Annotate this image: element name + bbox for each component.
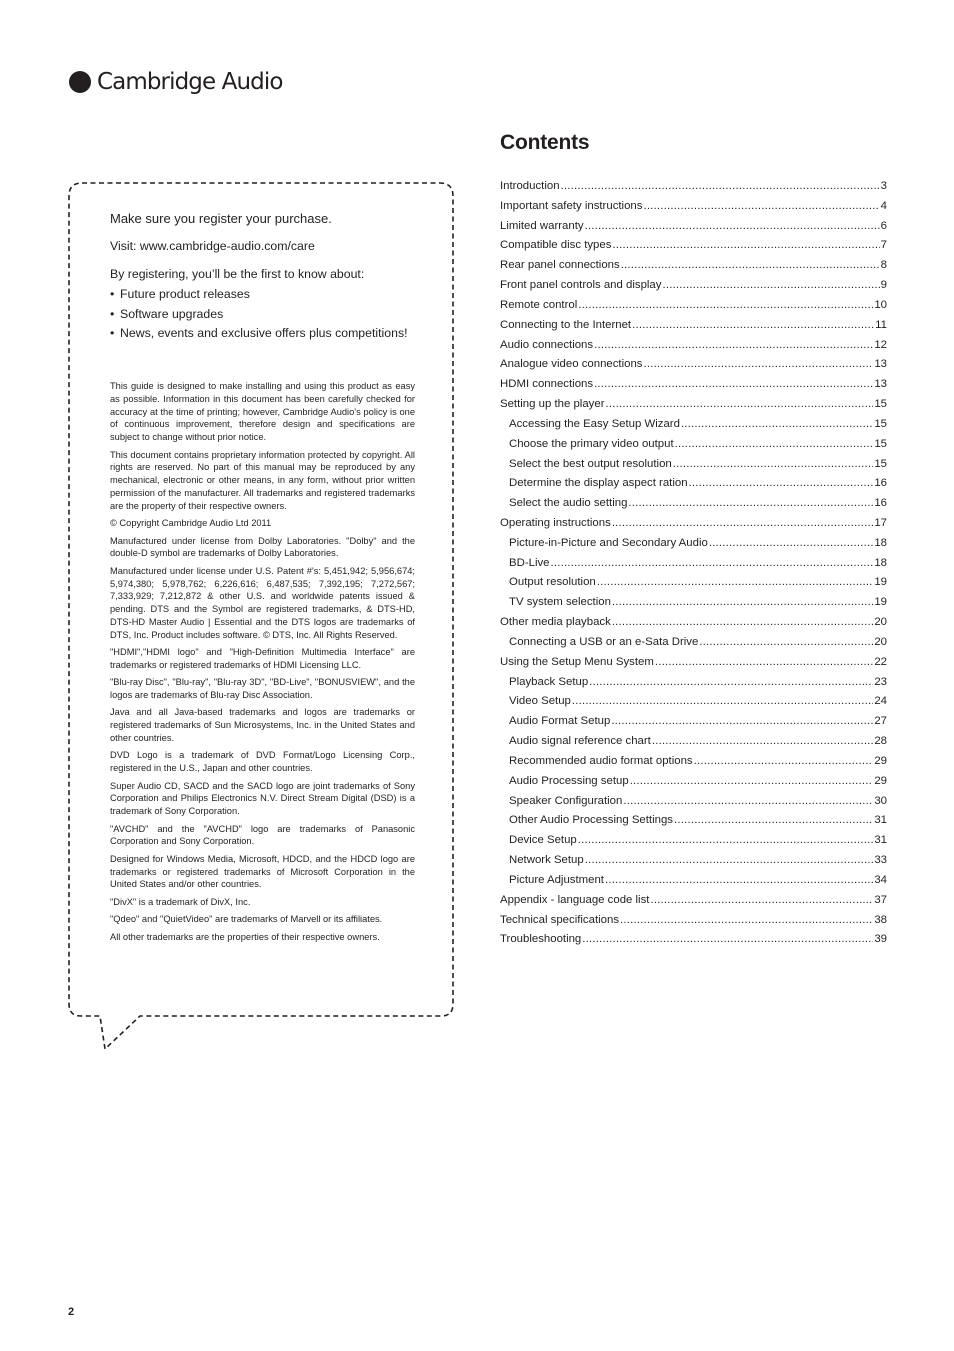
toc-entry-page: 17 (874, 516, 887, 529)
toc-entry-page: 16 (874, 477, 887, 490)
toc-entry[interactable] (500, 533, 887, 553)
toc-entry[interactable] (500, 672, 887, 692)
toc-entry[interactable] (500, 454, 887, 474)
toc-entry-page: 10 (874, 298, 887, 311)
toc-entry-label: Operating instructions (500, 516, 611, 529)
toc-dot-leader (585, 854, 874, 866)
legal-paragraph: "DivX" is a trademark of DivX, Inc. (110, 896, 251, 907)
bullet-icon: • (110, 287, 115, 301)
toc-entry-page: 13 (874, 358, 887, 371)
toc-entry-label: Recommended audio format options (509, 754, 693, 767)
toc-entry-label: HDMI connections (500, 378, 594, 391)
toc-entry[interactable] (500, 493, 887, 513)
toc-entry-page: 29 (874, 774, 887, 787)
toc-entry-page: 27 (874, 715, 887, 728)
register-benefits-list (110, 285, 420, 344)
legal-paragraph: © Copyright Cambridge Audio Ltd 2011 (110, 518, 272, 529)
toc-entry[interactable] (500, 652, 887, 672)
toc-entry-page: 20 (874, 635, 887, 648)
benefit-item: • Software upgrades (110, 305, 420, 325)
toc-entry[interactable] (500, 255, 887, 275)
toc-entry-page: 12 (874, 338, 887, 351)
toc-entry[interactable] (500, 354, 887, 374)
toc-entry-page: 38 (874, 913, 887, 926)
toc-entry-label: Video Setup (509, 695, 571, 708)
toc-dot-leader (572, 695, 873, 707)
toc-entry-page: 31 (874, 814, 887, 827)
toc-dot-leader (644, 358, 874, 370)
toc-dot-leader (612, 239, 879, 251)
toc-entry-page: 22 (874, 655, 887, 668)
toc-entry-page: 39 (874, 933, 887, 946)
toc-dot-leader (551, 557, 874, 569)
legal-paragraph: This guide is designed to make installing and using this product as easy as possible. Information in this document has been carefully checked for accuracy at the time of printing; however, Cambridge Audio's policy is one of continuous improvement, therefore design and specifications are subject to change without prior notice. (110, 381, 415, 443)
toc-dot-leader (681, 418, 873, 430)
toc-dot-leader (605, 874, 873, 886)
toc-dot-leader (621, 259, 880, 271)
toc-entry-label: Connecting to the Internet (500, 318, 632, 331)
toc-entry[interactable] (500, 216, 887, 236)
toc-entry[interactable] (500, 751, 887, 771)
toc-dot-leader (674, 814, 873, 826)
logo-mark-icon (68, 70, 92, 94)
toc-entry-page: 20 (874, 616, 887, 629)
toc-entry-page: 37 (874, 893, 887, 906)
toc-entry[interactable] (500, 315, 887, 335)
toc-entry-page: 33 (874, 854, 887, 867)
legal-paragraph: DVD Logo is a trademark of DVD Format/Logo Licensing Corp., registered in the U.S., Japan and other countries. (110, 750, 415, 774)
toc-dot-leader (643, 200, 879, 212)
toc-entry-label: Audio Format Setup (509, 715, 611, 728)
toc-entry-label: Connecting a USB or an e-Sata Drive (509, 635, 699, 648)
toc-entry[interactable] (500, 711, 887, 731)
bullet-icon: • (110, 326, 115, 340)
contents-title: Contents (500, 131, 590, 154)
toc-entry-label: Analogue video connections (500, 358, 643, 371)
toc-dot-leader (630, 775, 874, 787)
toc-dot-leader (623, 795, 873, 807)
toc-entry-label: Other Audio Processing Settings (509, 814, 673, 827)
legal-notices (110, 380, 415, 948)
toc-entry-label: Audio connections (500, 338, 594, 351)
toc-entry-label: Network Setup (509, 854, 584, 867)
legal-paragraph: All other trademarks are the properties of their respective owners. (110, 931, 380, 942)
toc-entry[interactable] (500, 176, 887, 196)
legal-paragraph: "HDMI","HDMI logo" and "High-Definition Multimedia Interface" are trademarks or registered trademarks of HDMI Licensing LLC. (110, 647, 415, 670)
toc-dot-leader (689, 477, 874, 489)
legal-paragraph: Manufactured under license from Dolby Laboratories. "Dolby" and the double-D symbol are trademarks of Dolby Laboratories. (110, 535, 415, 559)
toc-entry-label: Setting up the player (500, 398, 605, 411)
toc-dot-leader (709, 537, 874, 549)
toc-entry[interactable] (500, 196, 887, 216)
toc-dot-leader (594, 378, 873, 390)
toc-entry-page: 15 (874, 417, 887, 430)
toc-entry-page: 15 (874, 398, 887, 411)
toc-dot-leader (694, 755, 874, 767)
toc-dot-leader (612, 517, 874, 529)
toc-entry-label: Speaker Configuration (509, 794, 623, 807)
toc-entry-label: Introduction (500, 179, 560, 192)
toc-entry-page: 15 (874, 437, 887, 450)
toc-entry-page: 18 (874, 536, 887, 549)
toc-entry-page: 9 (880, 279, 887, 292)
toc-entry[interactable] (500, 870, 887, 890)
toc-entry[interactable] (500, 374, 887, 394)
toc-dot-leader (673, 458, 874, 470)
toc-entry-label: Determine the display aspect ration (509, 477, 688, 490)
toc-dot-leader (589, 676, 873, 688)
toc-dot-leader (611, 715, 873, 727)
toc-entry[interactable] (500, 235, 887, 255)
toc-entry[interactable] (500, 850, 887, 870)
toc-entry-page: 13 (874, 378, 887, 391)
toc-entry[interactable] (500, 692, 887, 712)
legal-paragraph: Java and all Java-based trademarks and logos are trademarks or registered trademarks of Sun Microsystems, Inc. in the United States and other countries. (110, 707, 415, 744)
register-intro: By registering, you’ll be the first to know about: (110, 267, 365, 281)
toc-dot-leader (628, 497, 873, 509)
toc-entry[interactable] (500, 910, 887, 930)
legal-paragraph: Designed for Windows Media, Microsoft, HDCD, and the HDCD logo are trademarks or registered trademarks of Microsoft Corporation in the United States and/or other countries. (110, 853, 415, 890)
toc-entry[interactable] (500, 513, 887, 533)
toc-entry[interactable] (500, 553, 887, 573)
toc-entry-page: 18 (874, 556, 887, 569)
toc-entry-page: 31 (874, 834, 887, 847)
toc-entry[interactable] (500, 731, 887, 751)
toc-dot-leader (612, 596, 873, 608)
toc-dot-leader (650, 894, 873, 906)
toc-entry-page: 15 (874, 457, 887, 470)
toc-dot-leader (585, 220, 880, 232)
toc-dot-leader (594, 339, 873, 351)
toc-entry-label: Picture-in-Picture and Secondary Audio (509, 536, 708, 549)
toc-entry[interactable] (500, 414, 887, 434)
toc-entry-page: 3 (880, 179, 887, 192)
toc-entry-label: Playback Setup (509, 675, 589, 688)
toc-dot-leader (597, 576, 874, 588)
toc-entry[interactable] (500, 811, 887, 831)
toc-entry-label: Rear panel connections (500, 259, 620, 272)
toc-entry-label: Using the Setup Menu System (500, 655, 654, 668)
bullet-icon: • (110, 306, 115, 321)
toc-entry-page: 11 (875, 318, 887, 331)
legal-paragraph: Manufactured under license under U.S. Patent #'s: 5,451,942; 5,956,674; 5,974,380; 5,978,762; 6,226,616; 6,487,535; 7,392,195; 7,272,567; 7,333,929; 7,212,872 & other U.S. and worldwide patents issued & pending. DTS and the Symbol are registered trademarks, & DTS-HD, DTS-HD Master Audio | Essential and the DTS logos are trademarks of DTS, Inc. Product includes software. © DTS, Inc. All Rights Reserved. (110, 565, 415, 640)
toc-entry[interactable] (500, 295, 887, 315)
toc-entry-page: 7 (880, 239, 887, 252)
toc-entry[interactable] (500, 890, 887, 910)
toc-dot-leader (632, 319, 874, 331)
toc-entry-page: 29 (874, 754, 887, 767)
toc-entry-page: 24 (874, 695, 887, 708)
toc-entry-page: 8 (880, 259, 887, 272)
toc-dot-leader (652, 735, 873, 747)
toc-entry-label: Technical specifications (500, 913, 620, 926)
register-visit-url: Visit: www.cambridge-audio.com/care (110, 239, 315, 253)
toc-entry-label: Appendix - language code list (500, 893, 650, 906)
toc-entry-label: Choose the primary video output (509, 437, 674, 450)
brand-logo (68, 66, 283, 98)
toc-entry-label: Device Setup (509, 834, 577, 847)
toc-entry-page: 34 (874, 873, 887, 886)
toc-entry-label: Picture Adjustment (509, 873, 604, 886)
toc-entry-page: 6 (880, 219, 887, 232)
toc-dot-leader (606, 398, 874, 410)
toc-entry[interactable] (500, 335, 887, 355)
toc-entry-label: BD-Live (509, 556, 550, 569)
toc-entry-page: 19 (874, 596, 887, 609)
toc-entry-label: Audio Processing setup (509, 774, 629, 787)
toc-entry[interactable] (500, 771, 887, 791)
toc-entry-label: Select the best output resolution (509, 457, 672, 470)
toc-dot-leader (699, 636, 873, 648)
toc-dot-leader (578, 834, 874, 846)
toc-dot-leader (582, 933, 873, 945)
legal-paragraph: "AVCHD" and the "AVCHD" logo are trademarks of Panasonic Corporation and Sony Corporation. (110, 823, 415, 847)
benefit-item: • News, events and exclusive offers plus competitions! (110, 324, 420, 344)
legal-paragraph: Super Audio CD, SACD and the SACD logo are joint trademarks of Sony Corporation and Philips Electronics N.V. Direct Stream Digital (DSD) is a trademark of Sony Corporation. (110, 780, 415, 817)
toc-entry[interactable] (500, 830, 887, 850)
toc-entry[interactable] (500, 573, 887, 593)
toc-entry[interactable] (500, 612, 887, 632)
table-of-contents (500, 176, 887, 949)
toc-dot-leader (612, 616, 874, 628)
legal-paragraph: This document contains proprietary information protected by copyright. All rights are reserved. No part of this manual may be reproduced by any mechanical, electronic or other means, in any form, without prior written permission of the manufacturer. All trademarks and registered trademarks are the property of their respective owners. (110, 449, 415, 511)
toc-entry-label: Accessing the Easy Setup Wizard (509, 417, 680, 430)
toc-dot-leader (578, 299, 873, 311)
legal-paragraph: "Qdeo" and "QuietVideo" are trademarks of Marvell or its affiliates. (110, 914, 383, 925)
toc-dot-leader (655, 656, 873, 668)
toc-dot-leader (662, 279, 879, 291)
toc-entry[interactable] (500, 791, 887, 811)
page-number: 2 (68, 1306, 75, 1318)
toc-entry-page: 16 (874, 497, 887, 510)
toc-entry-page: 4 (880, 199, 887, 212)
toc-entry[interactable] (500, 275, 887, 295)
register-section (110, 211, 420, 344)
toc-entry-label: TV system selection (509, 596, 611, 609)
toc-entry-label: Audio signal reference chart (509, 735, 651, 748)
toc-entry[interactable] (500, 434, 887, 454)
toc-entry-label: Output resolution (509, 576, 596, 589)
legal-paragraph: "Blu-ray Disc", "Blu-ray", "Blu-ray 3D", "BD-Live", "BONUSVIEW", and the logos are trademarks of Blu-ray Disc Association. (110, 677, 415, 701)
benefit-item: • Future product releases (110, 285, 420, 305)
toc-entry-label: Limited warranty (500, 219, 584, 232)
toc-dot-leader (561, 180, 880, 192)
toc-entry-page: 23 (874, 675, 887, 688)
toc-entry[interactable] (500, 473, 887, 493)
toc-entry-label: Troubleshooting (500, 933, 582, 946)
toc-entry-label: Remote control (500, 298, 578, 311)
toc-dot-leader (620, 914, 873, 926)
toc-entry-label: Important safety instructions (500, 199, 643, 212)
toc-entry[interactable] (500, 394, 887, 414)
toc-entry-label: Compatible disc types (500, 239, 612, 252)
toc-entry-page: 30 (874, 794, 887, 807)
toc-dot-leader (675, 438, 874, 450)
toc-entry-label: Other media playback (500, 616, 611, 629)
toc-entry[interactable] (500, 632, 887, 652)
toc-entry[interactable] (500, 929, 887, 949)
toc-entry[interactable] (500, 592, 887, 612)
brand-name: Cambridge Audio (97, 68, 283, 95)
toc-entry-label: Front panel controls and display (500, 279, 662, 292)
toc-entry-label: Select the audio setting (509, 497, 628, 510)
toc-entry-page: 28 (874, 735, 887, 748)
toc-entry-page: 19 (874, 576, 887, 589)
register-headline: Make sure you register your purchase. (110, 211, 332, 226)
